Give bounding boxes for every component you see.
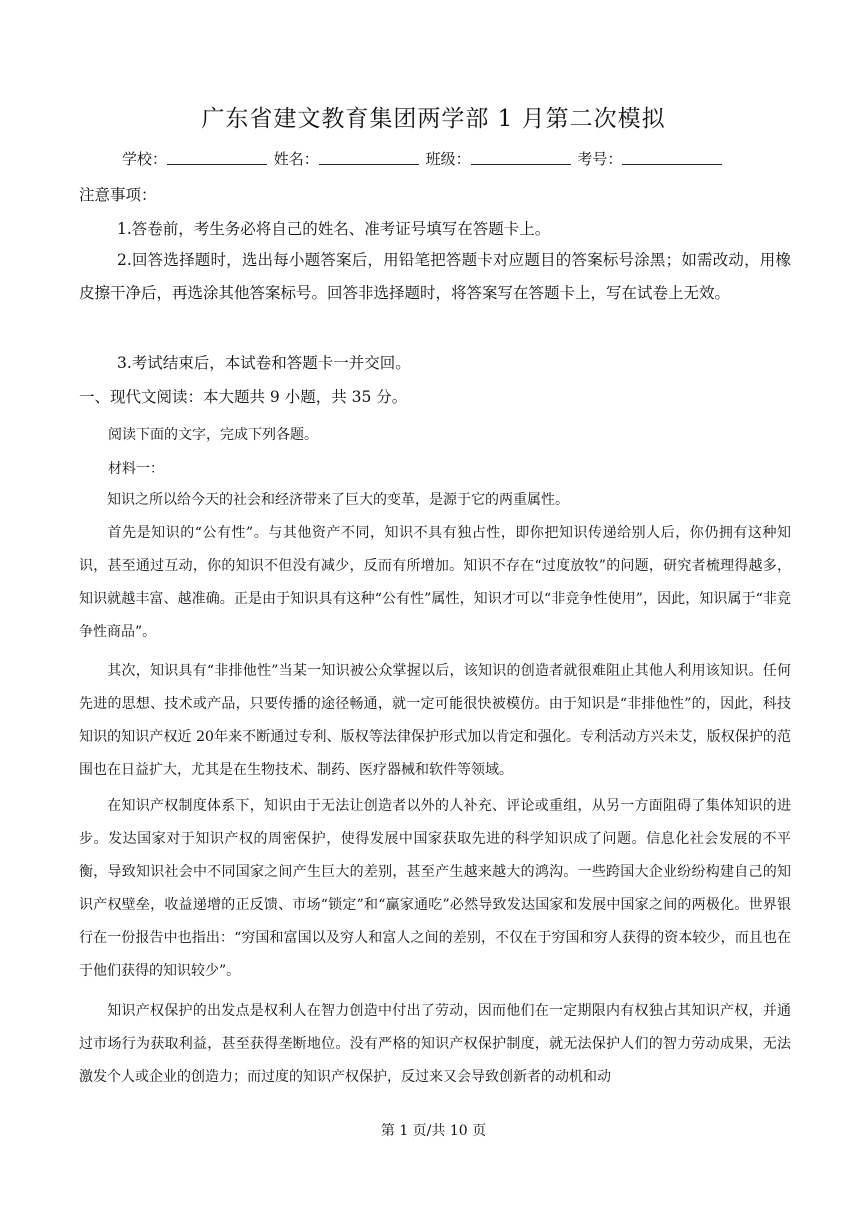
school-label: 学校： bbox=[122, 150, 168, 168]
exam-number-blank[interactable] bbox=[622, 150, 722, 165]
note-item-1: 1.答卷前，考生务必将自己的姓名、准考证号填写在答题卡上。 bbox=[117, 220, 551, 238]
paragraph-3-text: 其次，知识具有“非排他性”当某一知识被公众掌握以后，该知识的创造者就很难阻止其他人利用该知识。任何先进的思想、技术或产品，只要传播的途径畅通，就一定可能很快被模仿。由于知识是“非排他性”的，因此，科技知识的知识产权近 20年来不断通过专利、版权等法律保护形式加以肯定和强化。专利活动方兴未艾，版权保护的范围也在日益扩大，尤其是在生物技术、制药、医疗器械和软件等领域。 bbox=[79, 663, 791, 778]
note-item-2-text: 2.回答选择题时，选出每小题答案后，用铅笔把答题卡对应题目的答案标号涂黑；如需改动，用橡皮擦干净后，再选涂其他答案标号。回答非选择题时，将答案写在答题卡上，写在试卷上无效。 bbox=[79, 251, 791, 302]
name-label: 姓名： bbox=[273, 150, 319, 168]
school-blank[interactable] bbox=[167, 150, 267, 165]
name-blank[interactable] bbox=[319, 150, 419, 165]
section-heading: 一、现代文阅读：本大题共 9 小题，共 35 分。 bbox=[79, 388, 408, 406]
material-label: 材料一： bbox=[108, 461, 164, 477]
paragraph-2 bbox=[79, 517, 791, 649]
paragraph-3 bbox=[79, 655, 791, 787]
paragraph-4 bbox=[79, 790, 791, 988]
page-footer: 第 1 页/共 10 页 bbox=[380, 1123, 487, 1139]
paragraph-1-text: 知识之所以给今天的社会和经济带来了巨大的变革，是源于它的两重属性。 bbox=[107, 492, 569, 508]
note-item-2 bbox=[79, 244, 791, 310]
paragraph-5-text: 知识产权保护的出发点是权利人在智力创造中付出了劳动，因而他们在一定期限内有权独占其知识产权，并通过市场行为获取利益，甚至获得垄断地位。没有严格的知识产权保护制度，就无法保护人们的智力劳动成果，无法激发个人或企业的创造力；而过度的知识产权保护，反过来又会导致创新者的动机和动 bbox=[79, 1003, 791, 1085]
paragraph-4-text: 在知识产权制度体系下，知识由于无法让创造者以外的人补充、评论或重组，从另一方面阻碍了集体知识的进步。发达国家对于知识产权的周密保护，使得发展中国家获取先进的科学知识成了问题。信息化社会发展的不平衡，导致知识社会中不同国家之间产生巨大的差别，甚至产生越来越大的鸿沟。一些跨国大企业纷纷构建自己的知识产权壁垒，收益递增的正反馈、市场“锁定”和“赢家通吃”必然导致发达国家和发展中国家之间的两极化。世界银行在一份报告中也指出：“穷国和富国以及穷人和富人之间的差别，不仅在于穷国和穷人获得的资本较少，而且也在于他们获得的知识较少”。 bbox=[79, 798, 791, 979]
note-item-3: 3.考试结束后，本试卷和答题卡一并交回。 bbox=[117, 354, 411, 372]
notes-heading: 注意事项： bbox=[79, 186, 157, 204]
paragraph-2-text: 首先是知识的“公有性”。与其他资产不同，知识不具有独占性，即你把知识传递给别人后，你仍拥有这种知识，甚至通过互动，你的知识不但没有减少，反而有所增加。知识不存在“过度放牧”的问题，研究者梳理得越多，知识就越丰富、越准确。正是由于知识具有这种“公有性”属性，知识才可以“非竞争性使用”，因此，知识属于“非竞争性商品”。 bbox=[79, 525, 791, 640]
paragraph-5 bbox=[79, 995, 791, 1094]
class-blank[interactable] bbox=[471, 150, 571, 165]
reading-instruction: 阅读下面的文字，完成下列各题。 bbox=[108, 427, 318, 443]
student-info-row bbox=[122, 148, 724, 169]
paragraph-1 bbox=[79, 484, 791, 517]
exam-number-label: 考号： bbox=[577, 150, 623, 168]
page-title: 广东省建文教育集团两学部 1 月第二次模拟 bbox=[201, 106, 666, 132]
class-label: 班级： bbox=[425, 150, 471, 168]
